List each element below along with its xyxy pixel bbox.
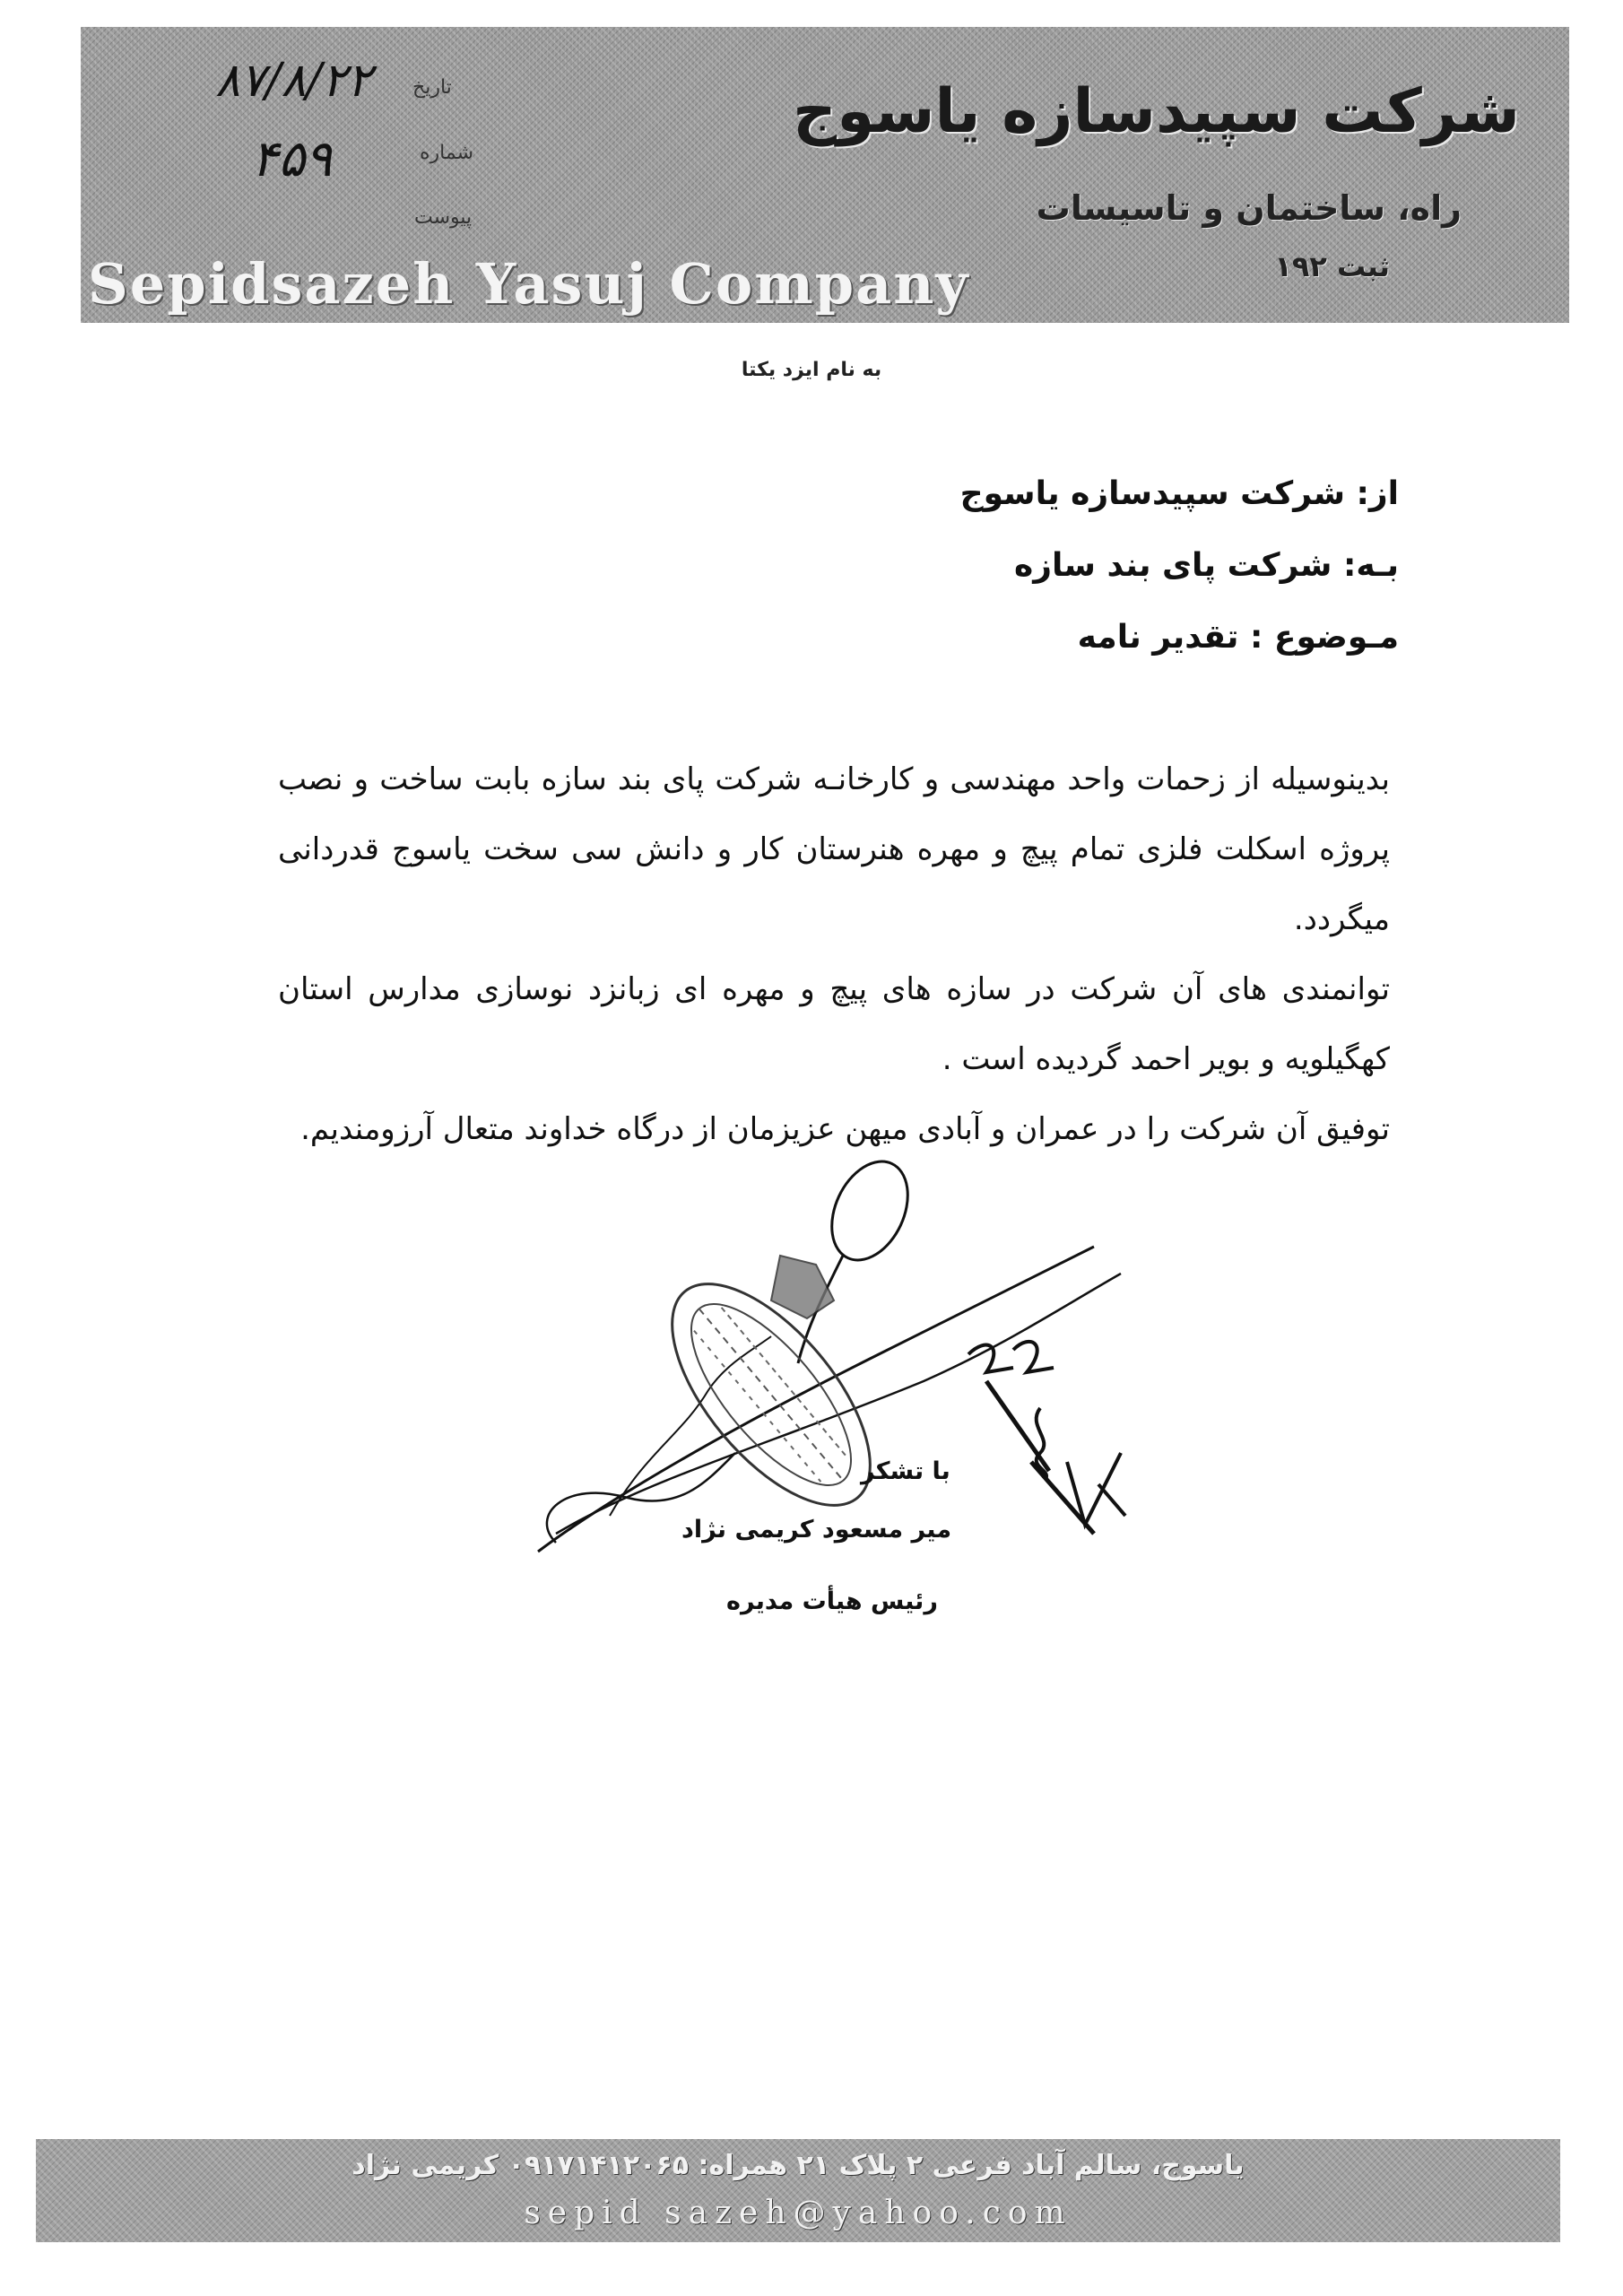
signatory-title: رئیس هیأت مدیره bbox=[726, 1587, 938, 1615]
footer-band bbox=[36, 2139, 1560, 2242]
letterhead-band bbox=[81, 27, 1569, 323]
footer-address: یاسوج، سالم آباد فرعی ۲ پلاک ۲۱ همراه: ۰۹۱۷۱۴۱۲۰۶۵ کریمی نژاد bbox=[352, 2150, 1245, 2181]
letter-body bbox=[278, 744, 1390, 1164]
signature-closing: با تشکر bbox=[861, 1457, 950, 1485]
handwritten-date: ۸۷/۸/۲۲ bbox=[215, 54, 372, 108]
signatory-name: میر مسعود کریمی نژاد bbox=[681, 1516, 952, 1544]
company-stamp-icon bbox=[628, 1247, 915, 1543]
body-paragraph-2: توانمندی های آن شرکت در سازه های پیچ و مهره ای زبانزد نوسازی مدارس استان کهگیلویه و بویر احمد گردیده است . bbox=[278, 971, 1390, 1077]
to-line: بـه: شرکت پای بند سازه bbox=[1014, 547, 1399, 584]
number-label: شماره bbox=[420, 142, 474, 164]
handwritten-letter-number: ۴۵۹ bbox=[251, 130, 333, 188]
body-paragraph-3: توفیق آن شرکت را در عمران و آبادی میهن عزیزمان از درگاه خداوند متعال آرزومندیم. bbox=[300, 1111, 1390, 1147]
company-name-persian: شرکت سپیدسازه یاسوج bbox=[793, 76, 1520, 147]
body-paragraph-1: بدینوسیله از زحمات واحد مهندسی و کارخانـه شرکت پای بند سازه بابت ساخت و نصب پروژه اسکلت فلزی تمام پیچ و مهره هنرستان کار و دانش سی سخت یاسوج قدردانی میگردد. bbox=[278, 761, 1390, 937]
subject-line: مـوضوع : تقدیر نامه bbox=[1077, 619, 1399, 656]
company-name-english: Sepidsazeh Yasuj Company bbox=[88, 251, 970, 317]
from-line: از: شرکت سپیدسازه یاسوج bbox=[959, 475, 1399, 512]
company-registration: ثبت ۱۹۲ bbox=[1274, 249, 1390, 283]
handwritten-signature-date-icon bbox=[950, 1327, 1130, 1543]
date-label: تاریخ bbox=[412, 76, 452, 99]
footer-email: sepid sazeh@yahoo.com bbox=[524, 2195, 1072, 2231]
company-activity: راه، ساختمان و تاسیسات bbox=[1036, 188, 1462, 228]
invocation-line: به نام ایزد یکتا bbox=[741, 359, 882, 381]
attachment-label: پیوست bbox=[414, 206, 473, 229]
